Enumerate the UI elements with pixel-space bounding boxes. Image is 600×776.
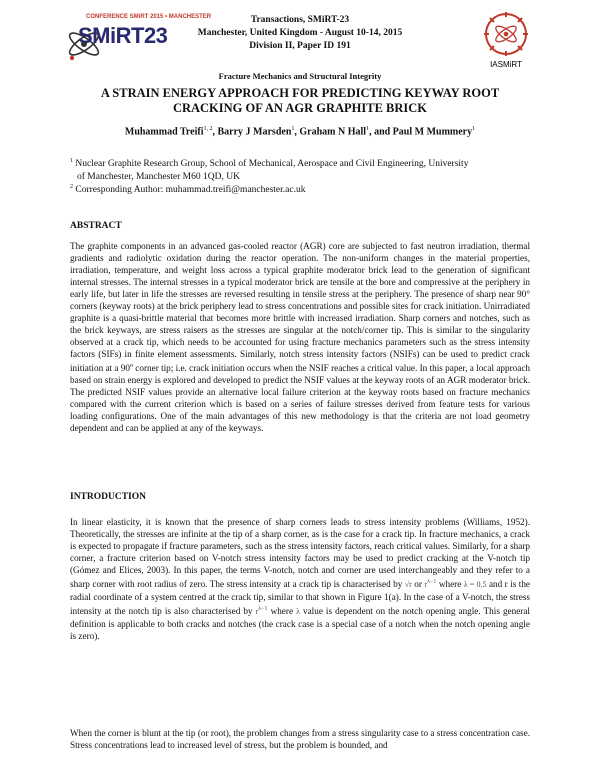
author-list — [0, 126, 600, 137]
r-power-symbol: r — [424, 580, 428, 590]
iasmirt-label: IASMiRT — [490, 60, 522, 69]
introduction-paragraph-1 — [70, 516, 530, 642]
header-transactions: Transactions, SMiRT-23 — [250, 15, 350, 25]
r-power-exponent: λ−1 — [427, 579, 437, 585]
sqrt-r-symbol: √r — [404, 580, 412, 590]
lambda-equation: λ = 0.5 — [463, 580, 487, 590]
intro-text-b: and r is the radial coordinate of a system centred at the crack tip, similar to that shown in Figure 1(a). In the case of a V-notch, the stress intensity at the notch tip is also characterised by — [70, 579, 531, 617]
affiliation-2 — [70, 181, 540, 197]
affiliation-1 — [70, 155, 540, 183]
abstract-paragraph — [70, 240, 530, 434]
iasmirt-logo — [476, 10, 536, 72]
author-4-affil: 1 — [472, 126, 476, 132]
iasmirt-emblem-icon — [476, 10, 536, 60]
paper-title — [40, 86, 560, 116]
logo-wordmark: SMiRT23 — [78, 23, 168, 48]
author-1-affil: 1, 2 — [203, 126, 213, 132]
affiliation-2-marker: 2 — [70, 184, 73, 190]
header-location: Manchester, United Kingdom - August 10-14, 2015 — [197, 28, 403, 38]
intro-text-a: In linear elasticity, it is known that the presence of sharp corners leads to stress intensity problems (Williams, 1952). Theoretically, the stresses are infinite at the tip of a sharp corner, as is the case for a crack tip. In fracture mechanics, a crack is expected to propagate if fracture parameters, such as the stress intensity factors, reach critical values. Similarly, for a sharp corner, a fracture criterion based on V-notch stress intensity factors may be used to predict cracking at the V-notch tip (Gómez and Elices, 2003). In this paper, the terms V-notch, notch and corner are used interchangeably and they refer to a sharp corner with root radius of zero. The stress intensity at a crack tip is characterised by — [70, 517, 530, 590]
introduction-paragraph-2: When the corner is blunt at the tip (or root), the problem changes from a stress singularity case to a stress concentration case. Stress concentrations lead to increased level of stress, but the problem is bounded, and — [70, 728, 530, 750]
corresponding-author: Corresponding Author: muhammad.treifi@manchester.ac.uk — [73, 185, 306, 196]
author-3-affil: 1 — [366, 126, 370, 132]
affiliation-1-line-2: of Manchester, Manchester M60 1QD, UK — [77, 171, 240, 182]
division-label: Fracture Mechanics and Structural Integrity — [218, 71, 382, 81]
lambda-symbol: λ — [296, 607, 300, 617]
intro-or: or — [411, 579, 425, 590]
intro-where-2: where — [267, 606, 297, 617]
affiliation-1-marker: 1 — [70, 158, 73, 164]
abstract-text-tail: corner tip; i.e. crack initiation occurs when the NSIF reaches a critical value. In this paper, a local approach based on strain energy is explored and developed to predict the NSIF values at the keyway roots of an AGR moderator brick. The predicted NSIF values provide an alternative local failure criterion at the keyway roots based on fracture mechanics compared with the current criterion which is based on a series of failure stresses derived from feature tests for various loading configurations. One of the main advantages of this new methodology is that the criteria are not load geometry dependent and can be applied at any of the keyways. — [70, 363, 530, 434]
r-power-symbol-2: r — [255, 607, 259, 617]
author-2-affil: 1 — [291, 126, 295, 132]
introduction-heading: INTRODUCTION — [70, 492, 147, 502]
title-line-1: A STRAIN ENERGY APPROACH FOR PREDICTING KEYWAY ROOT — [100, 86, 500, 100]
author-3: , Graham N Hall — [294, 126, 367, 138]
degree-superscript: o — [130, 363, 133, 369]
smirt23-logo — [64, 14, 212, 70]
abstract-heading: ABSTRACT — [70, 221, 122, 231]
intro-text-c: value is dependent on the notch opening angle. This general definition is applicable to both cracks and notches (the crack case is a special case of a notch when the notch opening angle is zero). — [70, 606, 530, 642]
abstract-text: The graphite components in an advanced gas-cooled reactor (AGR) core are subjected to fast neutron irradiation, thermal gradients and radiolytic oxidation during the reactor operation. The non-uniform changes in the material properties, irradiation, temperature, and weight loss across a typical graphite moderator brick lead to the generation of significant internal stresses. The internal stresses in a typical moderator brick are tensile at the bore and compressive at the periphery in early life, but later in life the stresses are reversed resulting in tensile stress at the periphery. The presence of sharp near 90° corners (keyway roots) at the brick periphery lead to stress concentrations and possible sites for crack initiation. Unirradiated graphite is a quasi-brittle material that becomes more brittle with increased irradiation. Sharp corners and notches, such as the brick keyways, are stress raisers as the stresses are singular at the notch/corner tip. This is similar to the singularity observed at a crack tip, which needs to be accounted for using fracture mechanics parameters such as the stress intensity factors (SIFs) in finite element assessments. Similarly, notch stress intensity factors (NSIFs) can be used to predict crack initiation at a 90 — [70, 241, 530, 374]
r-power-exponent-2: λ−1 — [258, 606, 268, 613]
author-2: , Barry J Marsden — [212, 126, 292, 138]
logo-top-text: CONFERENCE SMiRT 2015 • MANCHESTER — [86, 14, 212, 20]
intro-where: where — [436, 579, 464, 590]
header-paper-id: Division II, Paper ID 191 — [249, 41, 351, 51]
affiliation-1-line-1: Nuclear Graphite Research Group, School of Mechanical, Aerospace and Civil Engineering, University — [73, 159, 469, 170]
author-4: , and Paul M Mummery — [369, 126, 473, 138]
title-line-2: CRACKING OF AN AGR GRAPHITE BRICK — [172, 101, 428, 115]
author-1: Muhammad Treifi — [124, 126, 204, 138]
